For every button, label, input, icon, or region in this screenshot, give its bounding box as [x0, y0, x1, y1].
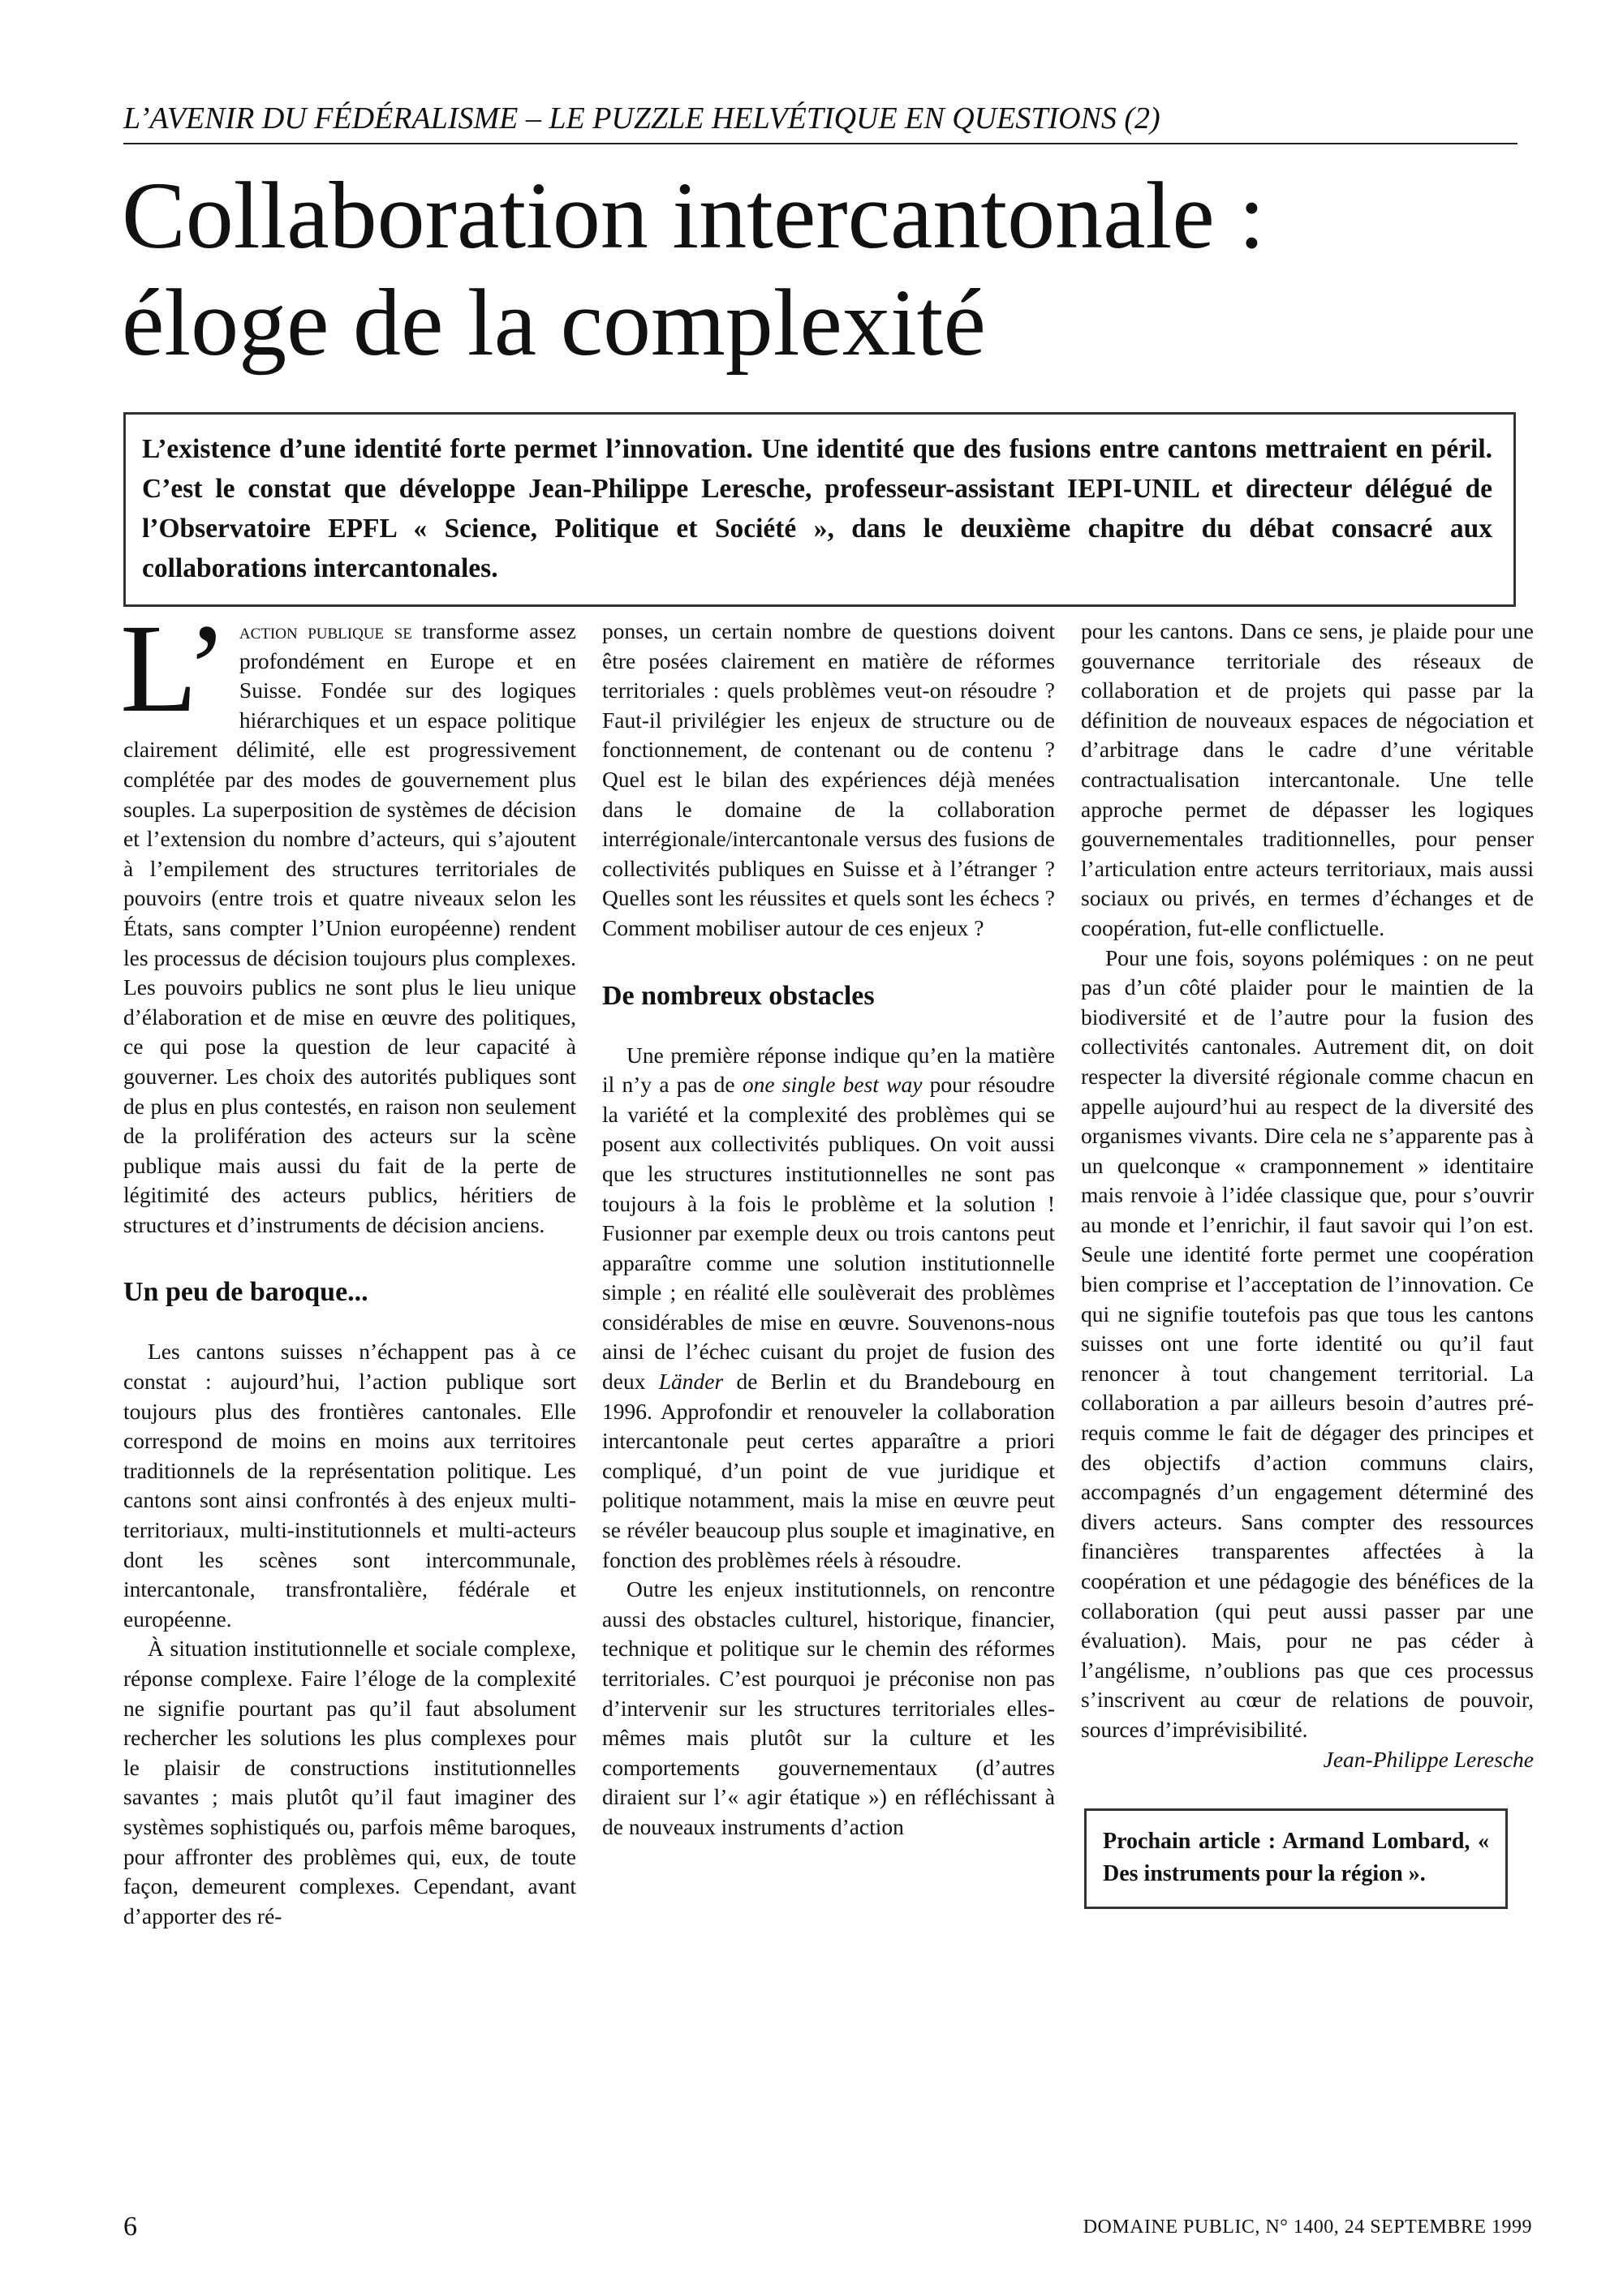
paragraph-8: Pour une fois, soyons polémiques : on ne peut pas d’un côté plaider pour le maintien de la biodiversité et de l’autre pour la fusion des collectivités cantonales. Autrement dit, on doit respecter la diversité régionale comme chacun en appelle aujourd’hui au respect de la diversité des organismes vivants. Dire cela ne s’apparente pas à un quelconque « cramponnement » identitaire mais renvoie à l’idée classique que, pour s’ouvrir au monde et l’enrichir, il faut savoir qui l’on est. Seule une identité forte permet une coopération bien comprise et l’acceptation de l’innovation. Ce qui ne signifie toutefois pas que tous les cantons suisses ont une forte identité ou qu’il faut renoncer à tout changement territorial. La collaboration a par ailleurs besoin d’autres pré-requis comme le fait de dégager des principes et des objectifs d’action communs clairs, accompagnés d’un engagement déterminé des divers acteurs. Sans compter des ressources financières transparentes affectées à la coopération et une pédagogie des bénéfices de la collaboration (qui peut aussi passer par une évaluation). Mais, pour ne pas céder à l’angélisme, n’oublions pas que ces processus s’inscrivent au cœur de relations de pouvoir, sources d’imprévisibilité.: [1081, 944, 1534, 1742]
paragraph-3: À situation institutionnelle et sociale complexe, réponse complexe. Faire l’éloge de la complexité ne signifie pourtant pas qu’il faut absolument rechercher les solutions les plus complexes pour le plaisir de constructions institutionnelles savantes ; mais plutôt qu’il faut imaginer des systèmes sophistiqués ou, parfois même baroques, pour affronter des problèmes qui, eux, de toute façon, demeurent complexes. Cependant, avant d’apporter des ré-: [123, 1636, 576, 1928]
author-signature: Jean-Philippe Leresche: [1323, 1746, 1534, 1772]
paragraph-2: Les cantons suisses n’échappent pas à ce constat : aujourd’hui, l’action publique sort toujours plus des frontières cantonales. Elle correspond de moins en moins aux territoires traditionnels de la représentation politique. Les cantons sont ainsi confrontés à des enjeux multi-territoriaux, multi-institutionnels et multi-acteurs dont les scènes sont intercommunale, intercantonale, transfrontalière, fédérale et européenne.: [123, 1339, 576, 1632]
paragraph-4: ponses, un certain nombre de questions doivent être posées clairement en matière de réformes territoriales : quels problèmes veut-on résoudre ? Faut-il privilégier les enjeux de structure ou de fonctionnement, de contenant ou de contenu ? Quel est le bilan des expériences déjà menées dans le domaine de la collaboration interrégionale/intercantonale versus des fusions de collectivités publiques en Suisse et à l’étranger ? Quelles sont les réussites et quels sont les échecs ? Comment mobiliser autour de ces enjeux ?: [602, 618, 1055, 940]
section-kicker: L’AVENIR DU FÉDÉRALISME – LE PUZZLE HELVÉTIQUE EN QUESTIONS (2): [123, 99, 1518, 144]
paragraph-1-text: transforme assez profondément en Europe et en Suisse. Fondée sur des logiques hiérarchiques et un espace politique clairement délimité, elle est progressivement complétée par des modes de gouvernement plus souples. La superposition de systèmes de décision et l’extension du nombre d’acteurs, qui s’ajoutent à l’empilement des structures territoriales de pouvoirs (entre trois et quatre niveaux selon les États, sans compter l’Union européenne) rendent les processus de décision toujours plus complexes. Les pouvoirs publics ne sont plus le lieu unique d’élaboration et de mise en œuvre des politiques, ce qui pose la question de leur capacité à gouverner. Les choix des autorités publiques sont de plus en plus contestés, en raison non seulement de la prolifération des acteurs sur la scène publique mais aussi du fait de la perte de légitimité des acteurs publics, héritiers de structures et d’instruments de décision anciens.: [123, 618, 577, 1237]
paragraph-5-b: pour résoudre la variété et la complexité des problèmes qui se posent aux collectivités publiques. On voit aussi que les structures institutionnelles ne sont pas toujours à la fois le problème et la solution ! Fusionner par exemple deux ou trois cantons peut apparaître comme une solution institutionnelle simple ; en réalité elle soulèverait des problèmes considérables de mise en œuvre. Souvenons-nous ainsi de l’échec cuisant du projet de fusion des deux: [602, 1072, 1055, 1395]
paragraph-6: Outre les enjeux institutionnels, on rencontre aussi des obstacles culturel, historique, financier, technique et politique sur le chemin des réformes territoriales. C’est pourquoi je préconise non pas d’intervenir sur les structures territoriales elles-mêmes mais plutôt sur la culture et les comportements gouvernementaux (d’autres diraient sur l’« agir étatique ») en réfléchissant à de nouveaux instruments d’action: [602, 1576, 1055, 1839]
title-line-2: éloge de la complexité: [122, 269, 986, 376]
paragraph-5-a: Une première réponse indique qu’en la matière il n’y a pas de: [602, 1042, 1055, 1098]
next-article-box: Prochain article : Armand Lombard, « Des instruments pour la région ».: [1084, 1808, 1508, 1909]
page-number: 6: [123, 2212, 137, 2242]
opening-smallcaps: action publique se: [239, 618, 412, 643]
column-2: [602, 617, 1055, 1842]
column-1: [120, 598, 577, 1931]
title-line-1: Collaboration intercantonale :: [122, 162, 1265, 269]
paragraph-7: pour les cantons. Dans ce sens, je plaide pour une gouvernance territoriale des réseaux de collaboration et de projets qui passe par la définition de nouveaux espaces de négociation et d’arbitrage dans le cadre d’une véritable contractualisation intercantonale. Une telle approche permet de dépasser les logiques gouvernementales traditionnelles, pour penser l’articulation entre acteurs territoriaux, mais aussi sociaux ou privés, en termes d’échanges et de coopération, fut-elle conflictuelle.: [1081, 618, 1534, 940]
lead-box: L’existence d’une identité forte permet l’innovation. Une identité que des fusions entre cantons mettraient en péril. C’est le constat que développe Jean-Philippe Leresche, professeur-assistant IEPI-UNIL et directeur délégué de l’Observatoire EPFL « Science, Politique et Société », dans le deuxième chapitre du débat consacré aux collaborations intercantonales.: [123, 412, 1516, 607]
drop-cap: L’: [120, 598, 228, 738]
column-3: [1081, 617, 1534, 1909]
subheading-obstacles: De nombreux obstacles: [602, 980, 875, 1011]
paragraph-5: [602, 1041, 1055, 1576]
paragraph-1: [120, 598, 577, 1240]
paragraph-5-em: one single best way: [742, 1072, 923, 1098]
publication-info: DOMAINE PUBLIC, N° 1400, 24 SEPTEMBRE 1999: [1083, 2216, 1532, 2238]
subheading-baroque: Un peu de baroque...: [123, 1277, 368, 1308]
paragraph-5-c: de Berlin et du Brandebourg en 1996. Approfondir et renouveler la collaboration intercantonale peut certes apparaître a priori compliqué, d’un point de vue juridique et politique notamment, mais la mise en œuvre peut se révéler beaucoup plus souple et imaginative, en fonction des problèmes réels à résoudre.: [602, 1369, 1055, 1572]
article-title: [122, 162, 1534, 376]
paragraph-5-em2: Länder: [658, 1369, 724, 1395]
